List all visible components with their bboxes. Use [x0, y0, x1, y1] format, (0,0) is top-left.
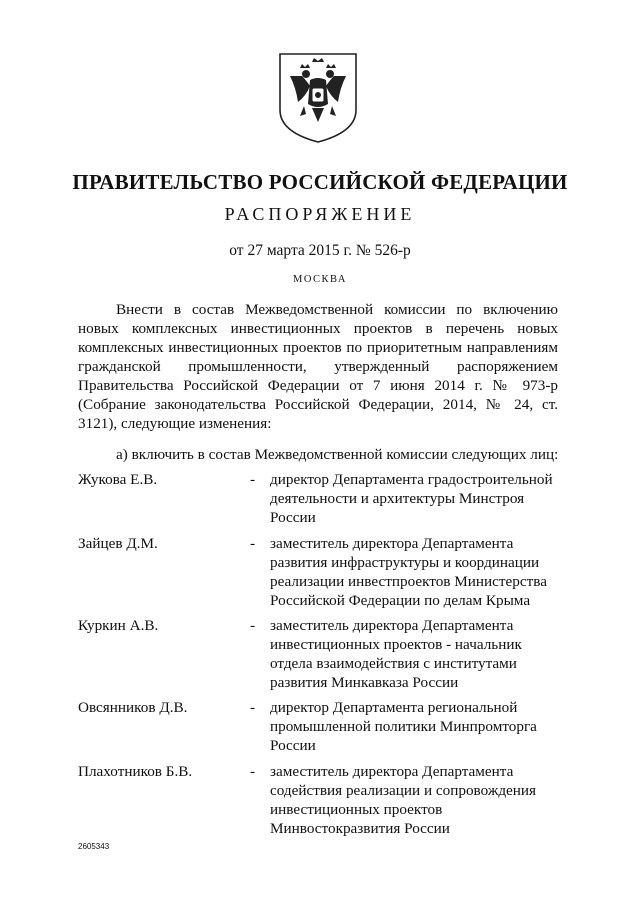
member-name: Овсянников Д.В. [78, 699, 188, 716]
member-dash: - [250, 535, 256, 552]
document-city: МОСКВА [293, 274, 347, 285]
member-name: Куркин А.В. [78, 617, 159, 634]
item-a-paragraph: а) включить в состав Межведомственной комиссии следующих лиц: [116, 446, 559, 463]
member-role: директор Департамента региональной промышленной политики Минпромторга России [270, 699, 537, 754]
member-name: Жукова Е.В. [78, 471, 158, 488]
member-name: Плахотников Б.В. [78, 763, 193, 780]
member-dash: - [250, 617, 256, 634]
government-title: ПРАВИТЕЛЬСТВО РОССИЙСКОЙ ФЕДЕРАЦИИ [72, 170, 568, 194]
member-role: директор Департамента градостроительной деятельности и архитектуры Минстроя России [270, 471, 553, 526]
member-dash: - [250, 471, 256, 488]
member-name: Зайцев Д.М. [78, 535, 158, 552]
intro-paragraph: Внести в состав Межведомственной комиссии по включению новых комплексных инвестиционных проектов в перечень новых комплексных инвестиционных проектов по приоритетным направлениям гражданской промышленности, утвержденный распоряжением Правительства Российской Федерации от 7 июня 2014 г. № 973-р (Собрание законодательства Российской Федерации, 2014, № 24, ст. 3121), следующие изменения: [78, 301, 558, 432]
russian-coat-of-arms-icon [276, 52, 360, 144]
document-date-number: от 27 марта 2015 г. № 526-р [229, 242, 411, 259]
member-role: заместитель директора Департамента инвестиционных проектов - начальник отдела взаимодействия с институтами развития Минкавказа России [270, 617, 522, 691]
member-dash: - [250, 763, 256, 780]
document-type: РАСПОРЯЖЕНИЕ [224, 204, 416, 224]
member-dash: - [250, 699, 256, 716]
member-role: заместитель директора Департамента содействия реализации и сопровождения инвестиционных проектов Минвостокразвития России [270, 763, 537, 837]
coat-of-arms-emblem [276, 52, 360, 144]
document-code: 2605343 [78, 842, 110, 851]
member-role: заместитель директора Департамента развития инфраструктуры и координации реализации инвестпроектов Министерства Российской Федерации по делам Крыма [270, 535, 547, 609]
